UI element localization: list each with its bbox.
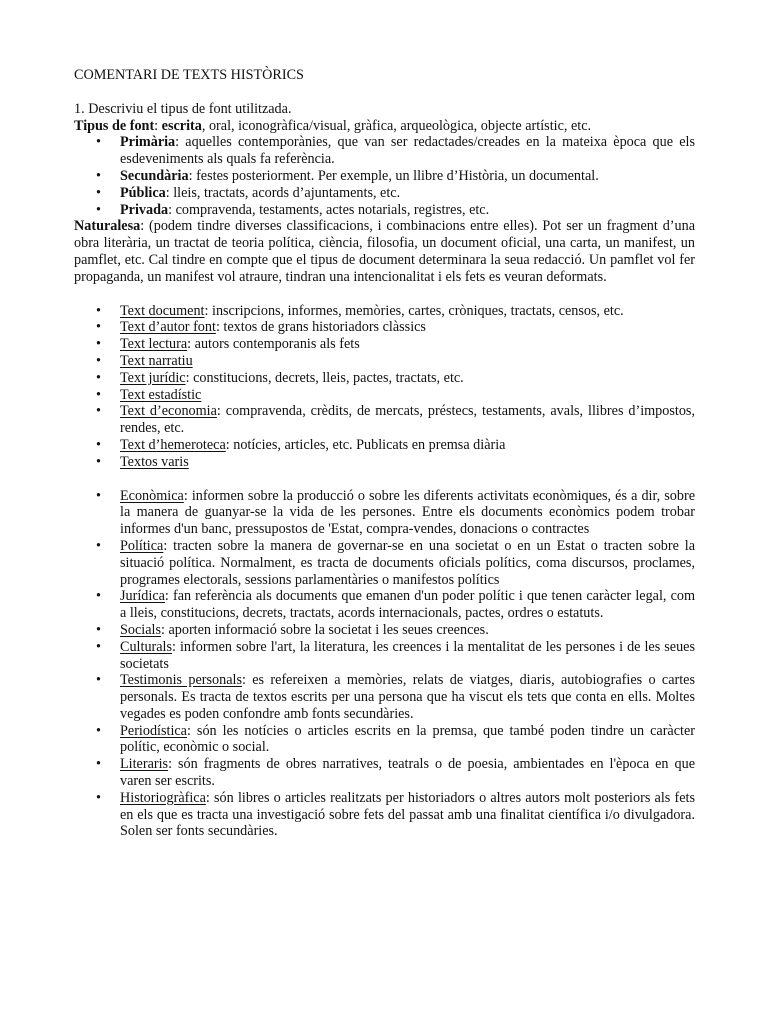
list-item: • Text narratiu xyxy=(74,353,695,370)
tipus-first-item: escrita xyxy=(161,117,202,134)
list-item: • Text document: inscripcions, informes, memòries, cartes, cròniques, tractats, censos, etc. xyxy=(74,303,695,320)
list-item: • Secundària: festes posteriorment. Per exemple, un llibre d’Història, un documental. xyxy=(74,168,695,185)
list-item: • Culturals: informen sobre l'art, la literatura, les creences i la mentalitat de les persones i de les seues societats xyxy=(74,639,695,673)
question-1: 1. Descriviu el tipus de font utilitzada. xyxy=(74,100,292,117)
list-item: • Text jurídic: constitucions, decrets, lleis, pactes, tractats, etc. xyxy=(74,370,695,387)
list-item: • Textos varis xyxy=(74,454,695,471)
categories-list xyxy=(74,488,695,841)
list-item: • Testimonis personals: es refereixen a memòries, relats de viatges, diaris, autobiografies o cartes personals. Es tracta de textos escrits per una persona que ha viscut els tets que conta en ells. Moltes vegades es poden confondre amb fonts secundàries. xyxy=(74,672,695,722)
list-item: • Periodística: són les notícies o articles escrits en la premsa, que també poden tindre un caràcter polític, econòmic o social. xyxy=(74,723,695,757)
tipus-rest: , oral, iconogràfica/visual, gràfica, arqueològica, objecte artístic, etc. xyxy=(201,117,592,134)
document-title: COMENTARI DE TEXTS HISTÒRICS xyxy=(74,67,304,83)
spacer xyxy=(74,471,695,488)
list-item: • Literaris: són fragments de obres narratives, teatrals o de poesia, ambientades en l'època en que varen ser escrits. xyxy=(74,756,695,790)
list-item: • Privada: compravenda, testaments, actes notarials, registres, etc. xyxy=(74,202,695,219)
list-item: • Socials: aporten informació sobre la societat i les seues creences. xyxy=(74,622,695,639)
list-item: • Text lectura: autors contemporanis als fets xyxy=(74,336,695,353)
tipus-list xyxy=(74,134,695,218)
list-item: • Text estadístic xyxy=(74,387,695,404)
list-item: • Text d’autor font: textos de grans historiadors clàssics xyxy=(74,319,695,336)
list-item: • Política: tracten sobre la manera de governar-se en una societat o en un Estat o tracten sobre la situació política. Normalment, es tracta de documents oficials polítics, coma discursos, proclames, programes electorals, sessions parlamentàries o manifestos polítics xyxy=(74,538,695,588)
spacer xyxy=(74,286,695,303)
list-item: • Pública: lleis, tractats, acords d’ajuntaments, etc. xyxy=(74,185,695,202)
list-item: • Jurídica: fan referència als documents que emanen d'un poder polític i que tenen caràcter legal, com a lleis, constitucions, decrets, tractats, acords internacionals, pactes, ordres o estatuts. xyxy=(74,588,695,622)
text-types-list xyxy=(74,303,695,471)
list-item: • Econòmica: informen sobre la producció o sobre les diferents activitats econòmiques, és a dir, sobre la manera de guanyar-se la vida de les persones. Entre els documents econòmics podem trobar informes d'un banc, pressupostos de 'Estat, compra-vendes, donacions o contractes xyxy=(74,488,695,538)
list-item: • Text d’hemeroteca: notícies, articles, etc. Publicats en premsa diària xyxy=(74,437,695,454)
list-item: • Text d’economia: compravenda, crèdits, de mercats, préstecs, testaments, avals, llibres d’impostos, rendes, etc. xyxy=(74,403,695,437)
tipus-de-font-label: Tipus de font xyxy=(74,117,155,134)
naturalesa-label: Naturalesa xyxy=(74,218,141,235)
list-item: • Historiogràfica: són libres o articles realitzats per historiadors o altres autors molt posteriors als fets en els que es tracta una investigació sobre fets del passat amb una finalitat científica i/o divulgadora. Solen ser fonts secundàries. xyxy=(74,790,695,840)
tipus-de-font-paragraph: Tipus de font: escrita, oral, iconogràfica/visual, gràfica, arqueològica, objecte artístic, etc. xyxy=(74,117,592,134)
list-item: • Primària: aquelles contemporànies, que van ser redactades/creades en la mateixa època que els esdeveniments als quals fa referència. xyxy=(74,134,695,168)
naturalesa-paragraph: Naturalesa: (podem tindre diverses classificacions, i combinacions entre elles). Pot ser un fragment d’una obra literària, un tractat de teoria política, ciència, filosofia, un document oficial, una carta, un manifest, un pamflet, etc. Cal tindre en compte que el tipus de document determinara la seua redacció. Un pamflet vol fer propaganda, un manifest vol atraure, tindran una intencionalitat i els fets es veuran deformats. xyxy=(74,218,695,285)
